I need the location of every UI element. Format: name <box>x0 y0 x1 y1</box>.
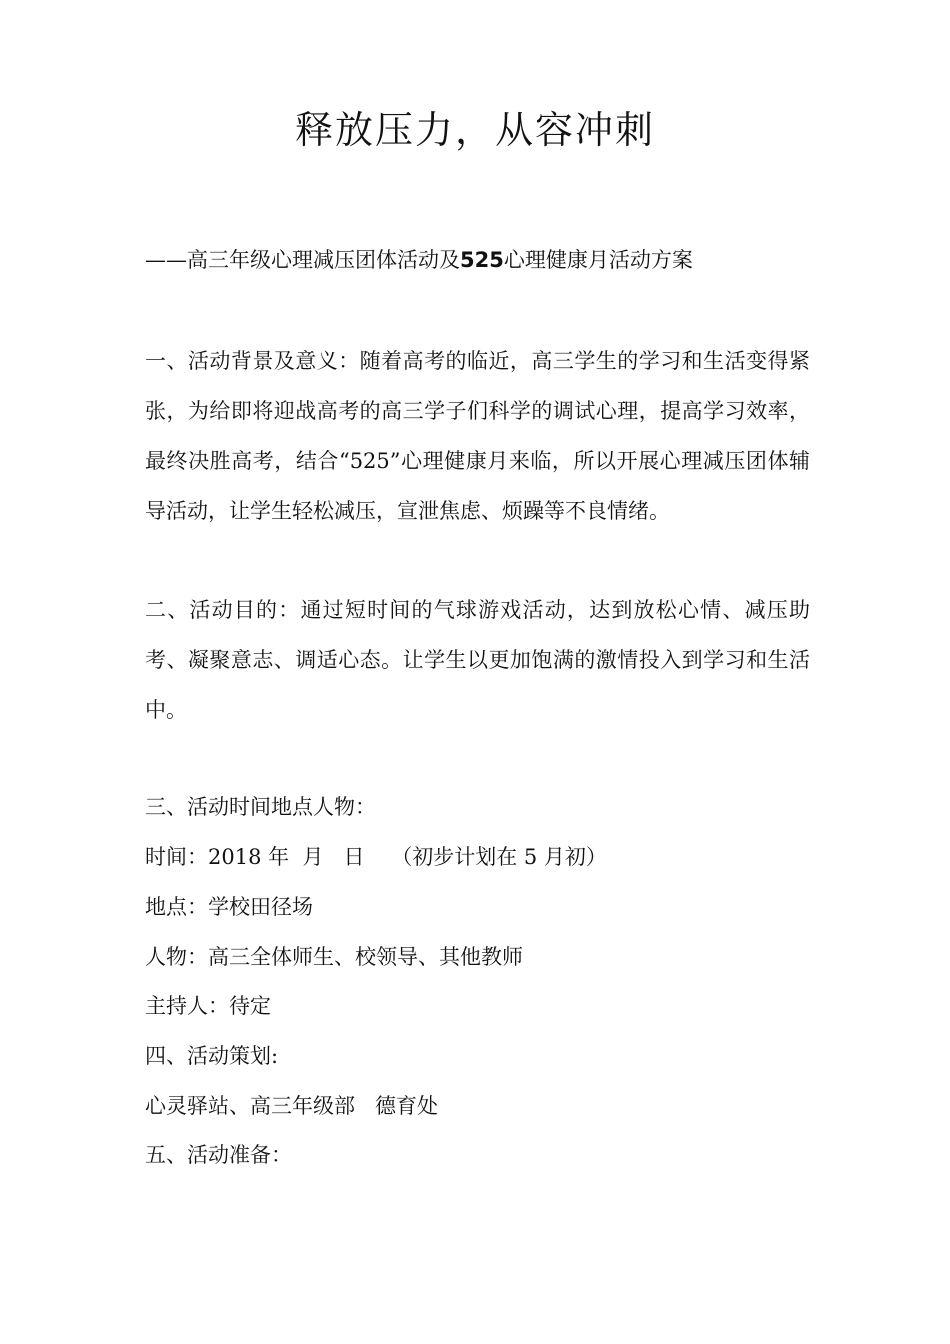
place-line: 地点：学校田径场 <box>145 895 313 919</box>
participants-line: 人物：高三全体师生、校领导、其他教师 <box>145 945 523 969</box>
section-background: 一、活动背景及意义：随着高考的临近，高三学生的学习和生活变得紧张，为给即将迎战高考的高三学子们科学的调试心理，提高学习效率，最终决胜高考，结合“525”心理健康月来临，所以开展心理减压团体辅导活动，让学生轻松减压，宣泄焦虑、烦躁等不良情绪。 <box>145 349 810 523</box>
subtitle-suffix: 心理健康月活动方案 <box>503 248 693 272</box>
subtitle-prefix: ——高三年级心理减压团体活动及 <box>145 248 460 272</box>
section-planning-heading: 四、活动策划: <box>145 1044 279 1068</box>
host-line: 主持人：待定 <box>145 994 271 1018</box>
section-purpose: 二、活动目的：通过短时间的气球游戏活动，达到放松心情、减压助考、凝聚意志、调适心态。让学生以更加饱满的激情投入到学习和生活中。 <box>145 598 810 722</box>
section-time-place-heading: 三、活动时间地点人物： <box>145 795 376 819</box>
document-subtitle <box>145 240 825 280</box>
time-line: 时间：2018 年 月 日 （初步计划在 5 月初） <box>145 845 607 869</box>
document-title: 释放压力，从容冲刺 <box>294 108 655 152</box>
planning-line: 心灵驿站、高三年级部 德育处 <box>145 1094 439 1118</box>
subtitle-number: 525 <box>460 248 504 272</box>
section-preparation-heading: 五、活动准备： <box>145 1143 292 1167</box>
